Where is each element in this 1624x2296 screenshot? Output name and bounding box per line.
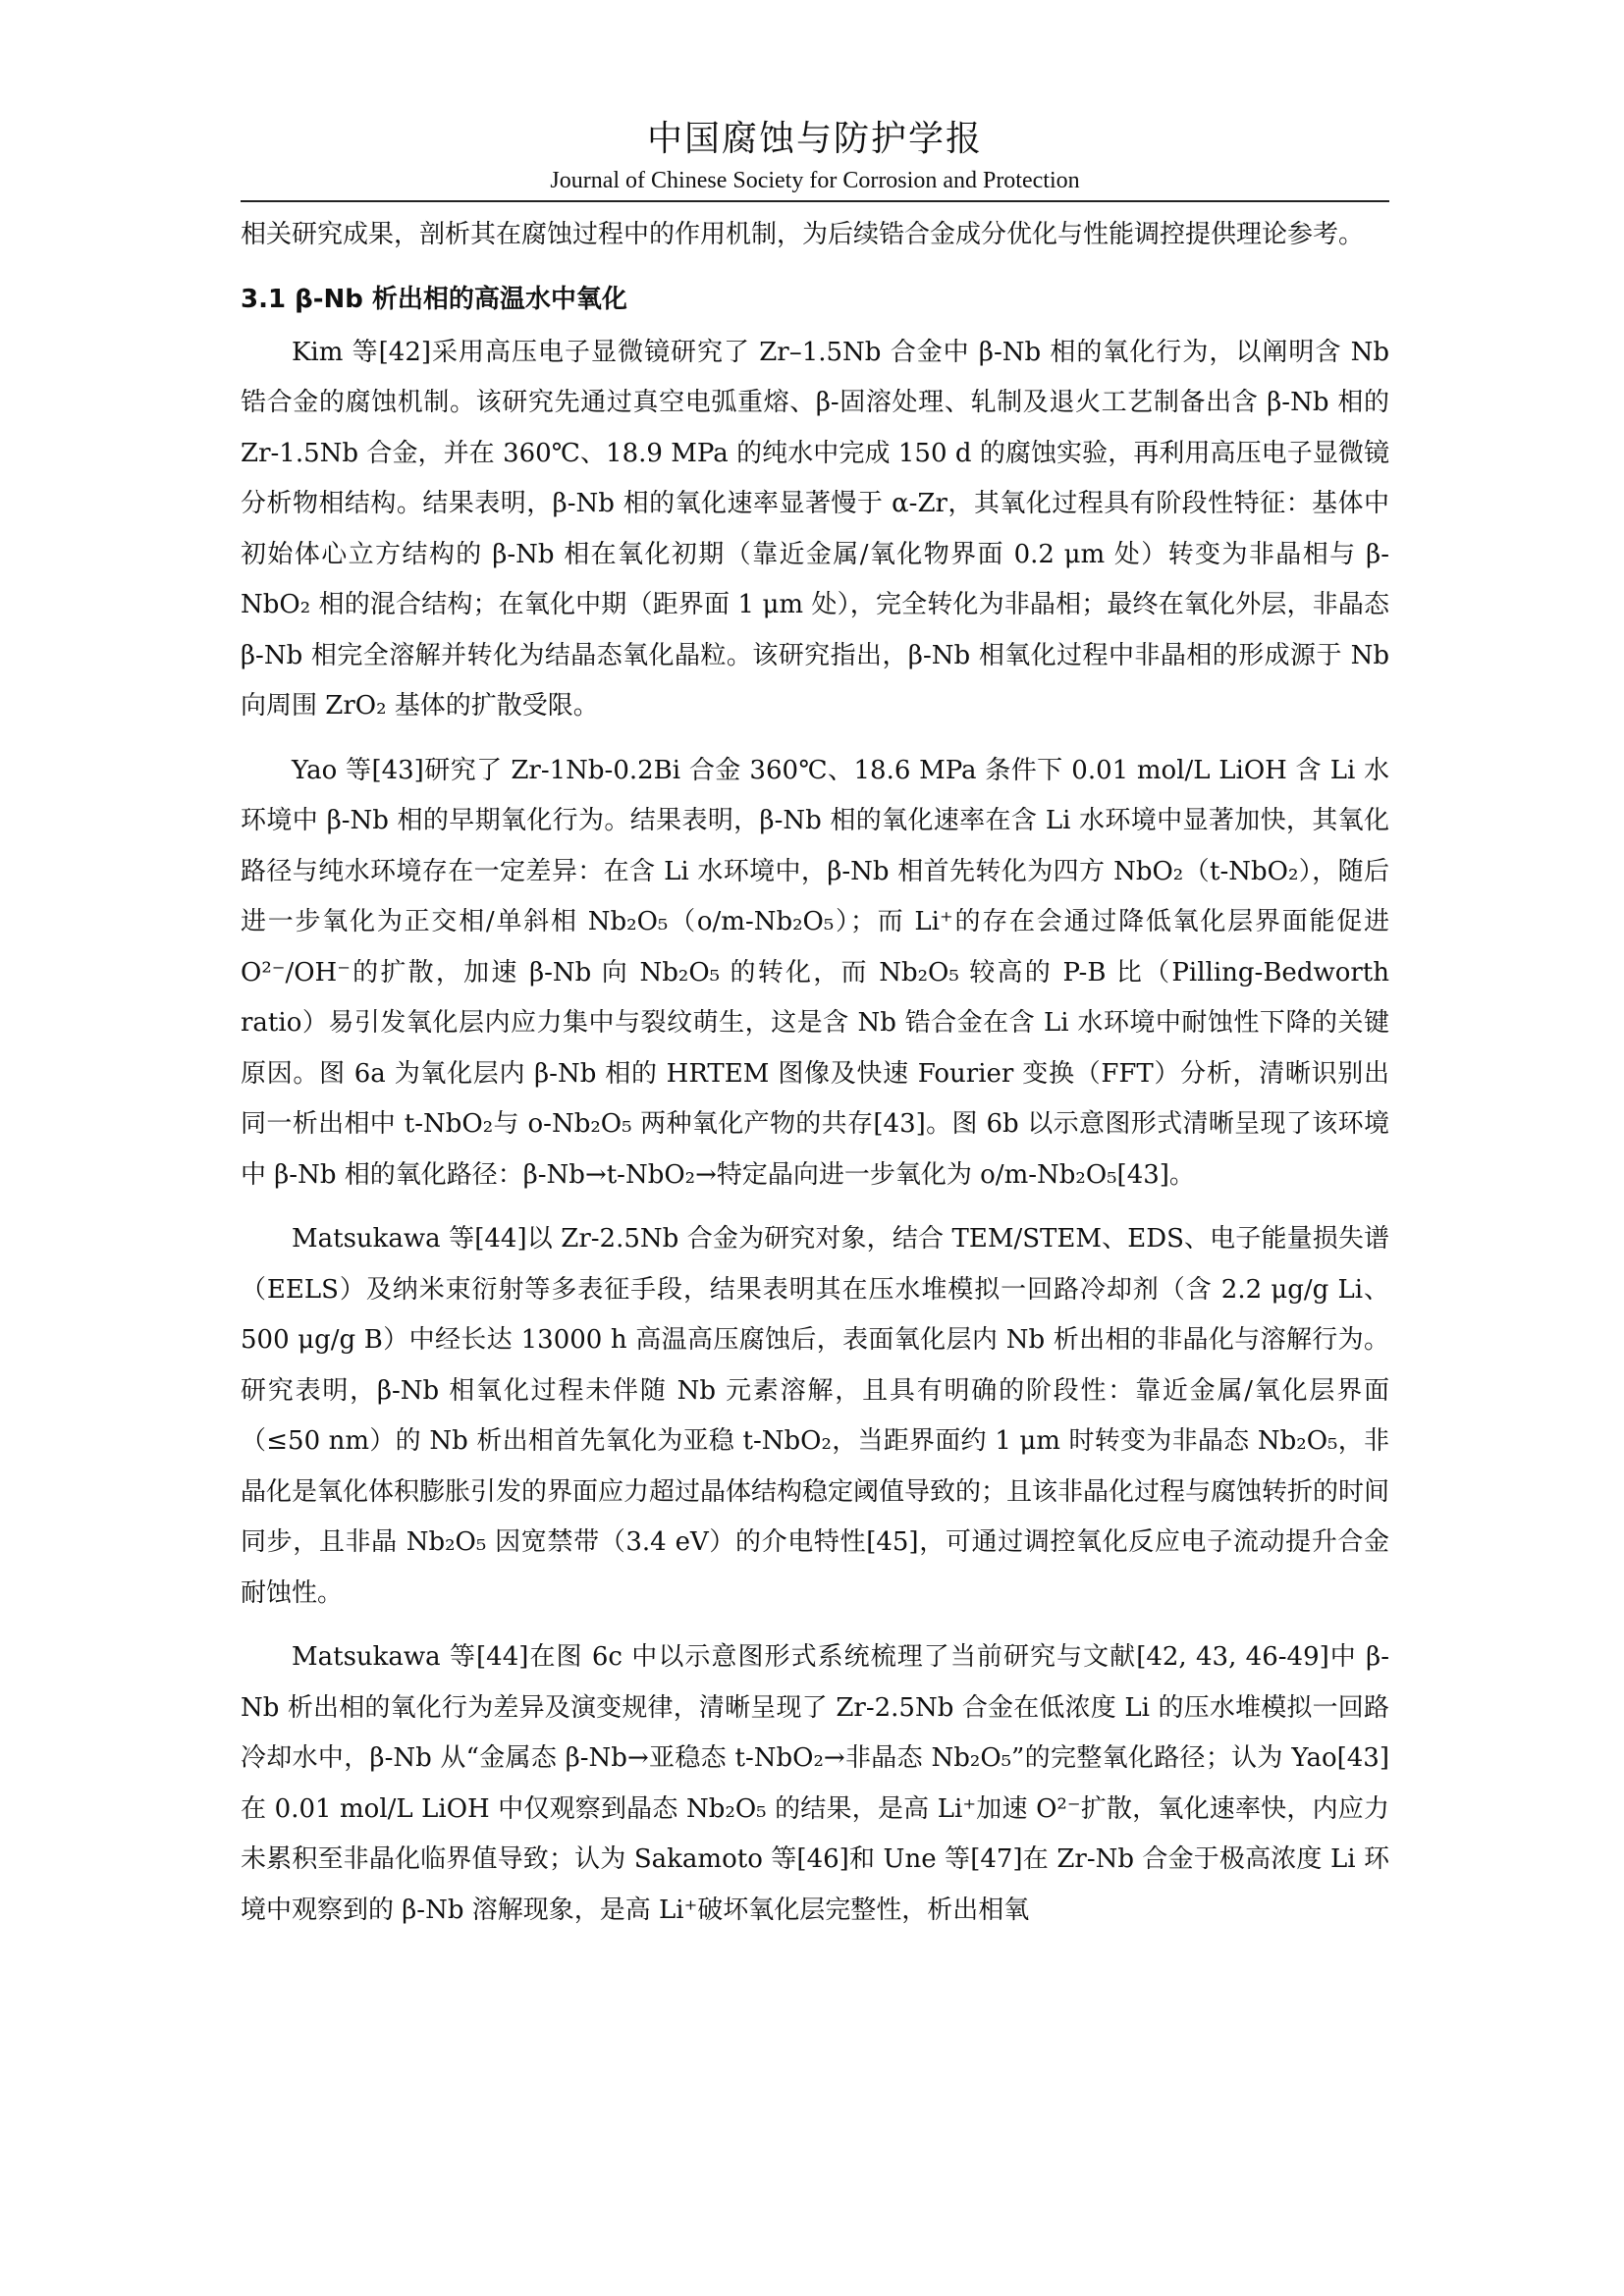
paragraph-yao: Yao 等[43]研究了 Zr-1Nb-0.2Bi 合金 360℃、18.6 MPa 条件下 0.01 mol/L LiOH 含 Li 水环境中 β-Nb 相的早期氧化行为。结果表明，β-Nb 相的氧化速率在含 Li 水环境中显著加快，其氧化路径与纯水环境存在一定差异：在含 Li 水环境中，β-Nb 相首先转化为四方 NbO₂（t-NbO₂），随后进一步氧化为正交相/单斜相 Nb₂O₅（o/m-Nb₂O₅）；而 Li⁺的存在会通过降低氧化层界面能促进 O²⁻/OH⁻的扩散，加速 β-Nb 向 Nb₂O₅ 的转化，而 Nb₂O₅ 较高的 P-B 比（Pilling-Bedworth ratio）易引发氧化层内应力集中与裂纹萌生，这是含 Nb 锆合金在含 Li 水环境中耐蚀性下降的关键原因。图 6a 为氧化层内 β-Nb 相的 HRTEM 图像及快速 Fourier 变换（FFT）分析，清晰识别出同一析出相中 t-NbO₂与 o-Nb₂O₅ 两种氧化产物的共存[43]。图 6b 以示意图形式清晰呈现了该环境中 β-Nb 相的氧化路径：β-Nb→t-NbO₂→特定晶向进一步氧化为 o/m-Nb₂O₅[43]。 [241, 755, 1389, 1190]
section-heading: 3.1 β-Nb 析出相的高温水中氧化 [241, 284, 627, 314]
paragraph-matsukawa-2: Matsukawa 等[44]在图 6c 中以示意图形式系统梳理了当前研究与文献[42, 43, 46-49]中 β-Nb 析出相的氧化行为差异及演变规律，清晰呈现了 Zr-2.5Nb 合金在低浓度 Li 的压水堆模拟一回路冷却水中，β-Nb 从“金属态 β-Nb→亚稳态 t-NbO₂→非晶态 Nb₂O₅”的完整氧化路径；认为 Yao[43]在 0.01 mol/L LiOH 中仅观察到晶态 Nb₂O₅ 的结果，是高 Li⁺加速 O²⁻扩散，氧化速率快，内应力未累积至非晶化临界值导致；认为 Sakamoto 等[46]和 Une 等[47]在 Zr-Nb 合金于极高浓度 Li 环境中观察到的 β-Nb 溶解现象，是高 Li⁺破坏氧化层完整性，析出相氧 [241, 1642, 1389, 1925]
journal-header [241, 116, 1389, 196]
journal-title-chinese: 中国腐蚀与防护学报 [646, 119, 983, 159]
paragraph-continuation: 相关研究成果，剖析其在腐蚀过程中的作用机制，为后续锆合金成分优化与性能调控提供理论参考。 [241, 220, 1365, 249]
journal-title-english: Journal of Chinese Society for Corrosion and Protection [550, 168, 1080, 193]
paragraph-kim: Kim 等[42]采用高压电子显微镜研究了 Zr–1.5Nb 合金中 β-Nb 相的氧化行为，以阐明含 Nb 锆合金的腐蚀机制。该研究先通过真空电弧重熔、β-固溶处理、轧制及退火工艺制备出含 β-Nb 相的 Zr-1.5Nb 合金，并在 360℃、18.9 MPa 的纯水中完成 150 d 的腐蚀实验，再利用高压电子显微镜分析物相结构。结果表明，β-Nb 相的氧化速率显著慢于 α-Zr，其氧化过程具有阶段性特征：基体中初始体心立方结构的 β-Nb 相在氧化初期（靠近金属/氧化物界面 0.2 μm 处）转变为非晶相与 β-NbO₂ 相的混合结构；在氧化中期（距界面 1 μm 处），完全转化为非晶相；最终在氧化外层，非晶态 β-Nb 相完全溶解并转化为结晶态氧化晶粒。该研究指出，β-Nb 相氧化过程中非晶相的形成源于 Nb 向周围 ZrO₂ 基体的扩散受限。 [241, 337, 1389, 721]
paragraph-matsukawa-1: Matsukawa 等[44]以 Zr-2.5Nb 合金为研究对象，结合 TEM/STEM、EDS、电子能量损失谱（EELS）及纳米束衍射等多表征手段，结果表明其在压水堆模拟一回路冷却剂（含 2.2 μg/g Li、500 μg/g B）中经长达 13000 h 高温高压腐蚀后，表面氧化层内 Nb 析出相的非晶化与溶解行为。研究表明，β-Nb 相氧化过程未伴随 Nb 元素溶解，且具有明确的阶段性：靠近金属/氧化层界面（≤50 nm）的 Nb 析出相首先氧化为亚稳 t-NbO₂，当距界面约 1 μm 时转变为非晶态 Nb₂O₅，非晶化是氧化体积膨胀引发的界面应力超过晶体结构稳定阈值导致的；且该非晶化过程与腐蚀转折的时间同步，且非晶 Nb₂O₅ 因宽禁带（3.4 eV）的介电特性[45]，可通过调控氧化反应电子流动提升合金耐蚀性。 [241, 1224, 1390, 1608]
article-body [241, 210, 1389, 1949]
header-rule [241, 200, 1389, 202]
